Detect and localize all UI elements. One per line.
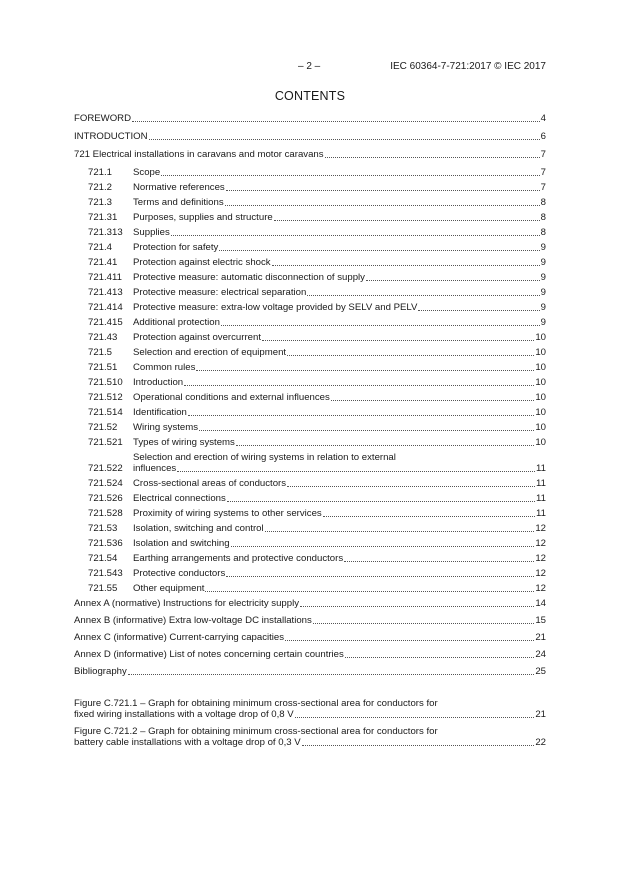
toc-entry[interactable] (74, 362, 546, 373)
toc-entry[interactable] (74, 227, 546, 238)
toc-entry-title-line: Figure C.721.1 – Graph for obtaining minimum cross-sectional area for conductors for (74, 698, 438, 709)
toc-entry-title: 721 Electrical installations in caravans and motor caravans (74, 149, 324, 160)
dot-leader (313, 623, 535, 624)
toc-entry-title: Proximity of wiring systems to other services (133, 508, 322, 519)
toc-entry-number: 721.53 (88, 523, 118, 534)
toc-entry-number: 721.415 (88, 317, 123, 328)
dot-leader (226, 576, 534, 577)
dot-leader (184, 385, 534, 386)
toc-entry-number: 721.51 (88, 362, 118, 373)
toc-entry-title: Operational conditions and external influences (133, 392, 330, 403)
toc-entry-number: 721.43 (88, 332, 118, 343)
toc-entry-title: Protection against overcurrent (133, 332, 261, 343)
toc-entry[interactable] (74, 523, 546, 534)
toc-entry-title: Identification (133, 407, 187, 418)
toc-entry-page: 10 (535, 377, 546, 388)
toc-entry-title: battery cable installations with a voltage drop of 0,3 V (74, 737, 301, 748)
toc-entry-page: 15 (535, 615, 546, 626)
dot-leader (274, 220, 540, 221)
toc-entry-number: 721.524 (88, 478, 123, 489)
toc-entry[interactable] (74, 553, 546, 564)
toc-entry-number: 721.543 (88, 568, 123, 579)
toc-entry[interactable] (74, 538, 546, 549)
toc-entry-title: Types of wiring systems (133, 437, 235, 448)
dot-leader (418, 310, 539, 311)
dot-leader (344, 561, 534, 562)
toc-entry-page: 25 (535, 666, 546, 677)
dot-leader (231, 546, 535, 547)
dot-leader (300, 606, 534, 607)
toc-entry-title: Selection and erection of equipment (133, 347, 287, 358)
toc-entry-page: 22 (535, 737, 546, 748)
toc-entry-number: 721.521 (88, 437, 123, 448)
toc-entry-title: FOREWORD (74, 113, 132, 124)
toc-entry-title: Bibliography (74, 666, 127, 677)
toc-entry-page: 9 (540, 317, 546, 328)
toc-entry-title: Introduction (133, 377, 184, 388)
toc-entry-number: 721.55 (88, 583, 118, 594)
dot-leader (287, 486, 535, 487)
toc-entry[interactable] (74, 332, 546, 343)
toc-entry[interactable] (74, 598, 546, 609)
toc-entry-title: INTRODUCTION (74, 131, 148, 142)
toc-entry[interactable] (74, 422, 546, 433)
toc-entry-number: 721.1 (88, 167, 113, 178)
toc-entry-title: Normative references (133, 182, 225, 193)
toc-entry[interactable] (74, 726, 546, 748)
toc-entry-title: Protective measure: electrical separation (133, 287, 307, 298)
toc-entry-number: 721.5 (88, 347, 113, 358)
toc-entry[interactable] (74, 302, 546, 313)
toc-entry-title: Other equipment (133, 583, 205, 594)
toc-entry[interactable] (74, 167, 546, 178)
toc-entry-number: 721.413 (88, 287, 123, 298)
toc-entry-number: 721.536 (88, 538, 123, 549)
toc-entry-title: Protective measure: automatic disconnection of supply (133, 272, 365, 283)
toc-entry-title: Cross-sectional areas of conductors (133, 478, 287, 489)
toc-entry[interactable] (74, 392, 546, 403)
toc-entry[interactable] (74, 149, 546, 160)
toc-entry-number: 721.3 (88, 197, 113, 208)
dot-leader (225, 205, 540, 206)
dot-leader (227, 501, 535, 502)
toc-entry-title: Isolation, switching and control (133, 523, 264, 534)
toc-entry-title: Terms and definitions (133, 197, 224, 208)
toc-entry-number: 721.414 (88, 302, 123, 313)
toc-entry[interactable] (74, 317, 546, 328)
dot-leader (132, 121, 540, 122)
toc-entry[interactable] (74, 287, 546, 298)
toc-entry-page: 6 (540, 131, 546, 142)
toc-entry[interactable] (74, 197, 546, 208)
dot-leader (307, 295, 539, 296)
toc-entry[interactable] (74, 478, 546, 489)
toc-entry[interactable] (74, 242, 546, 253)
toc-entry-page: 8 (540, 197, 546, 208)
toc-entry-title: Protection for safety (133, 242, 219, 253)
toc-entry-number: 721.411 (88, 272, 122, 283)
toc-entry-title: Protection against electric shock (133, 257, 271, 268)
toc-entry[interactable] (74, 113, 546, 124)
toc-entry-title: Annex D (informative) List of notes concerning certain countries (74, 649, 344, 660)
toc-entry[interactable] (74, 212, 546, 223)
toc-entry-number: 721.41 (88, 257, 118, 268)
toc-entry-number: 721.510 (88, 377, 123, 388)
dot-leader (196, 370, 534, 371)
dot-leader (205, 591, 534, 592)
dot-leader (161, 175, 539, 176)
toc-entry-page: 7 (540, 182, 546, 193)
toc-entry-page: 21 (535, 632, 546, 643)
toc-entry-page: 10 (535, 332, 546, 343)
toc-entry[interactable] (74, 615, 546, 626)
dot-leader (323, 516, 535, 517)
toc-entry-page: 9 (540, 287, 546, 298)
toc-entry-title: fixed wiring installations with a voltage drop of 0,8 V (74, 709, 294, 720)
toc-entry-page: 9 (540, 272, 546, 283)
toc-entry[interactable] (74, 131, 546, 142)
dot-leader (345, 657, 535, 658)
dot-leader (177, 471, 535, 472)
toc-entry-number: 721.512 (88, 392, 123, 403)
toc-entry[interactable] (74, 583, 546, 594)
toc-entry-page: 12 (535, 538, 546, 549)
toc-entry-page: 14 (535, 598, 546, 609)
toc-entry-page: 12 (535, 553, 546, 564)
toc-entry-number: 721.52 (88, 422, 118, 433)
dot-leader (272, 265, 540, 266)
toc-entry-number: 721.526 (88, 493, 123, 504)
toc-entry-title: Purposes, supplies and structure (133, 212, 273, 223)
toc-entry-page: 4 (540, 113, 546, 124)
dot-leader (295, 717, 535, 718)
toc-entry-title: Electrical connections (133, 493, 226, 504)
toc-entry-title: influences (133, 463, 177, 474)
toc-entry[interactable] (74, 182, 546, 193)
toc-entry-title: Isolation and switching (133, 538, 230, 549)
toc-entry[interactable] (74, 377, 546, 388)
toc-entry-page: 12 (535, 568, 546, 579)
dot-leader (226, 190, 540, 191)
toc-entry-page: 10 (535, 407, 546, 418)
toc-entry-page: 10 (535, 347, 546, 358)
toc-entry-number: 721.528 (88, 508, 123, 519)
toc-entry-page: 12 (535, 523, 546, 534)
page-number: – 2 – (298, 61, 321, 72)
toc-entry-page: 7 (540, 149, 546, 160)
toc-entry[interactable] (74, 437, 546, 448)
toc-entry[interactable] (74, 272, 546, 283)
toc-entry[interactable] (74, 666, 546, 677)
toc-entry[interactable] (74, 257, 546, 268)
toc-entry-title: Earthing arrangements and protective conductors (133, 553, 344, 564)
dot-leader (219, 250, 539, 251)
dot-leader (331, 400, 535, 401)
toc-entry-page: 10 (535, 392, 546, 403)
toc-entry-title: Annex B (informative) Extra low-voltage DC installations (74, 615, 312, 626)
toc-entry-title: Supplies (133, 227, 170, 238)
toc-entry[interactable] (74, 568, 546, 579)
toc-entry[interactable] (74, 632, 546, 643)
toc-entry-page: 11 (536, 463, 546, 474)
page-header (74, 61, 546, 75)
toc-entry-title: Protective conductors (133, 568, 226, 579)
toc-entry-title: Additional protection (133, 317, 220, 328)
dot-leader (188, 415, 534, 416)
toc-entry-page: 8 (540, 212, 546, 223)
dot-leader (265, 531, 535, 532)
toc-entry-page: 21 (535, 709, 546, 720)
toc-entry-page: 9 (540, 242, 546, 253)
toc-entry[interactable] (74, 698, 546, 720)
toc-entry-number: 721.4 (88, 242, 113, 253)
toc-entry-page: 9 (540, 257, 546, 268)
dot-leader (302, 745, 535, 746)
toc-entry-number: 721.31 (88, 212, 118, 223)
toc-entry-number: 721.54 (88, 553, 118, 564)
toc-entry-title-line: Selection and erection of wiring systems in relation to external (133, 452, 396, 463)
toc-entry-page: 10 (535, 362, 546, 373)
toc-entry-title: Scope (133, 167, 161, 178)
toc-entry-number: 721.522 (88, 463, 123, 474)
toc-entry-number: 721.514 (88, 407, 123, 418)
toc-entry-page: 10 (535, 437, 546, 448)
contents-title: CONTENTS (274, 89, 346, 103)
toc-entry-title: Wiring systems (133, 422, 199, 433)
dot-leader (128, 674, 535, 675)
dot-leader (236, 445, 534, 446)
toc-entry[interactable] (74, 493, 546, 504)
dot-leader (366, 280, 540, 281)
toc-entry[interactable] (74, 347, 546, 358)
toc-entry-page: 12 (535, 583, 546, 594)
toc-entry-page: 11 (536, 493, 546, 504)
toc-entry[interactable] (74, 452, 546, 474)
toc-entry-page: 24 (535, 649, 546, 660)
toc-entry-page: 11 (536, 478, 546, 489)
toc-entry[interactable] (74, 649, 546, 660)
dot-leader (287, 355, 534, 356)
dot-leader (199, 430, 534, 431)
dot-leader (325, 157, 540, 158)
toc-entry-title-line: Figure C.721.2 – Graph for obtaining minimum cross-sectional area for conductors for (74, 726, 438, 737)
toc-entry-page: 7 (540, 167, 546, 178)
toc-entry-number: 721.313 (88, 227, 123, 238)
standard-identifier: IEC 60364-7-721:2017 © IEC 2017 (390, 61, 546, 72)
toc-entry-title: Common rules (133, 362, 196, 373)
dot-leader (262, 340, 534, 341)
dot-leader (221, 325, 540, 326)
toc-entry-title: Annex A (normative) Instructions for electricity supply (74, 598, 300, 609)
toc-entry-title: Protective measure: extra-low voltage provided by SELV and PELV (133, 302, 418, 313)
toc-entry-page: 8 (540, 227, 546, 238)
toc-entry-page: 11 (536, 508, 546, 519)
toc-entry-number: 721.2 (88, 182, 113, 193)
toc-entry[interactable] (74, 508, 546, 519)
table-of-contents (74, 113, 546, 748)
toc-entry-title: Annex C (informative) Current-carrying capacities (74, 632, 285, 643)
toc-entry-page: 10 (535, 422, 546, 433)
dot-leader (285, 640, 534, 641)
dot-leader (171, 235, 540, 236)
toc-entry[interactable] (74, 407, 546, 418)
toc-entry-page: 9 (540, 302, 546, 313)
dot-leader (149, 139, 540, 140)
